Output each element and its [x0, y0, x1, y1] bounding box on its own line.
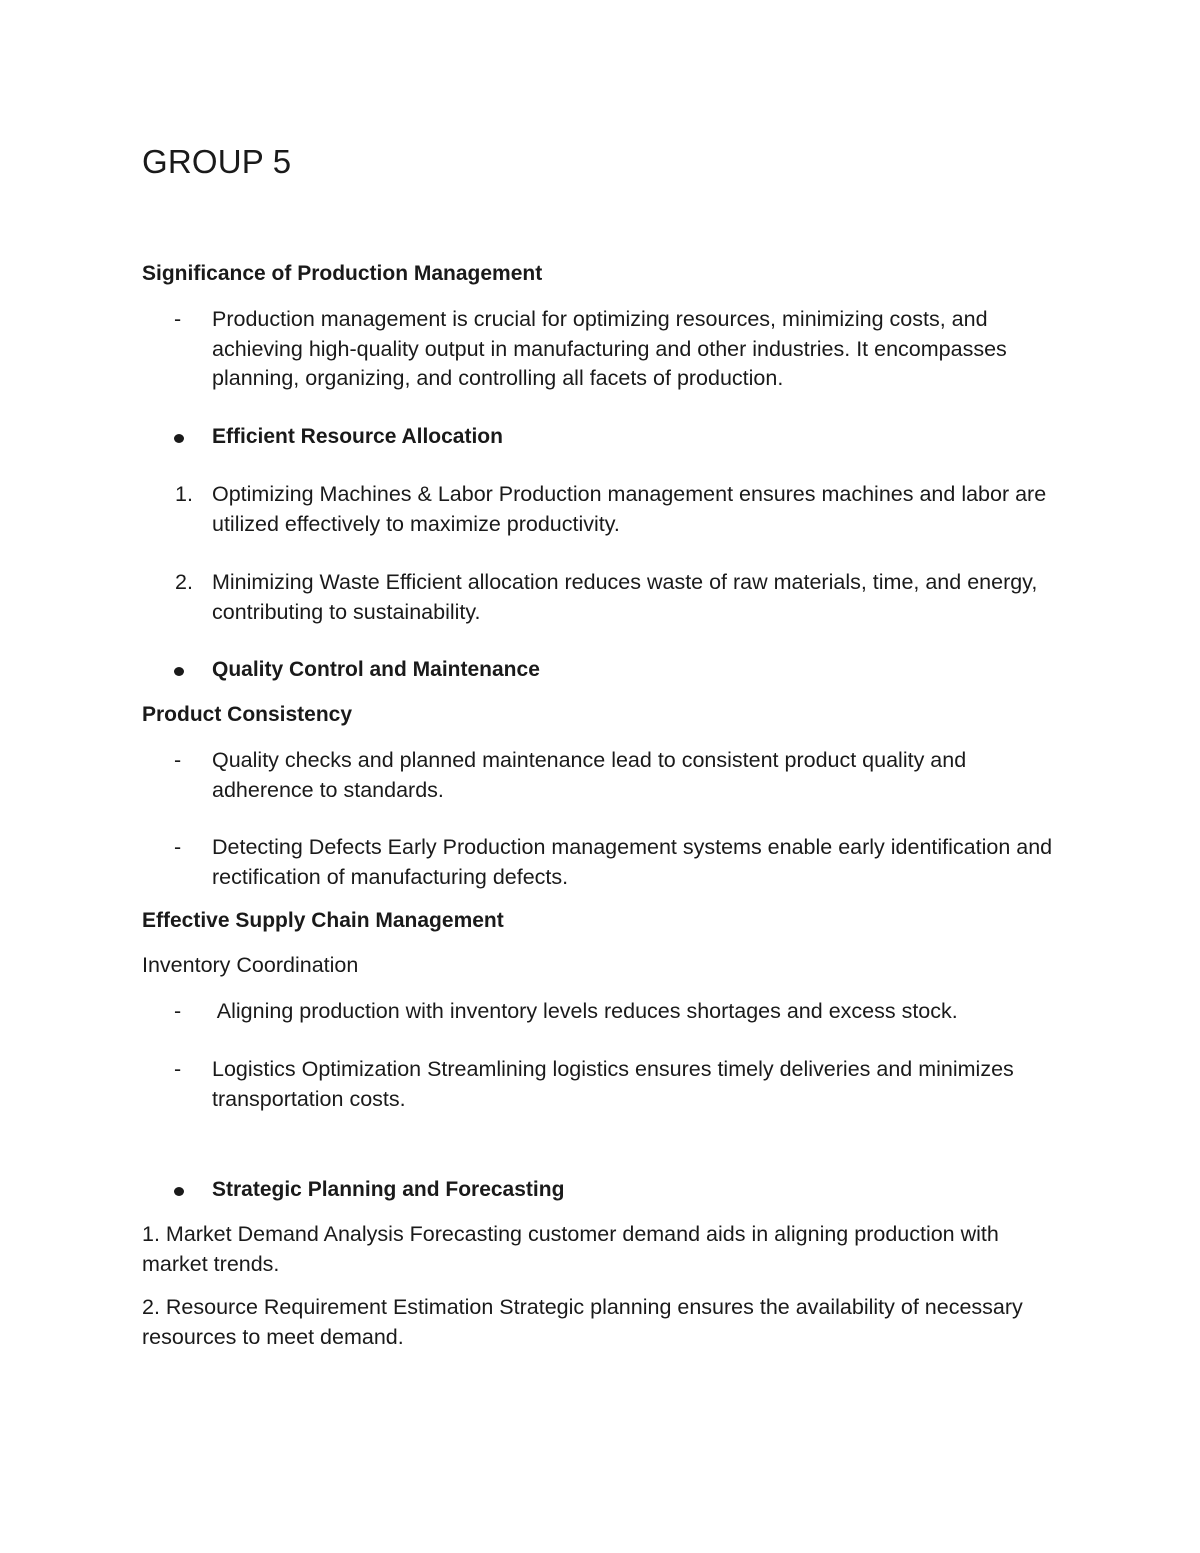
number-marker: 2.	[175, 570, 193, 594]
bullet-heading-quality	[142, 655, 1062, 685]
subheading-product-consistency: Product Consistency	[142, 703, 353, 726]
list-item	[142, 997, 1062, 1027]
bullet-heading-text: Strategic Planning and Forecasting	[212, 1178, 565, 1201]
list-item	[142, 1055, 1062, 1114]
bullet-icon	[174, 1187, 184, 1196]
numbered-item	[142, 480, 1062, 539]
document-title: GROUP 5	[142, 143, 292, 180]
bullet-icon	[174, 667, 184, 676]
list-item	[142, 305, 1062, 394]
dash-marker: -	[174, 999, 182, 1023]
bullet-icon	[174, 434, 184, 443]
bullet-heading-strategic	[142, 1175, 1062, 1205]
list-item	[142, 833, 1062, 892]
list-item-text: Production management is crucial for optimizing resources, minimizing costs, and achieving high-quality output in manufacturing and other industries. It encompasses planning, organizing, and controlling all facets of production.	[212, 307, 1007, 390]
list-item-text: Quality checks and planned maintenance lead to consistent product quality and adherence to standards.	[212, 748, 967, 802]
number-marker: 1.	[175, 482, 193, 506]
numbered-item-text: Minimizing Waste Efficient allocation reduces waste of raw materials, time, and energy, contributing to sustainability.	[212, 570, 1038, 624]
paragraph-market-demand: 1. Market Demand Analysis Forecasting customer demand aids in aligning production with market trends.	[142, 1222, 999, 1276]
section-heading-supply: Effective Supply Chain Management	[142, 909, 504, 932]
bullet-heading-text: Quality Control and Maintenance	[212, 658, 540, 681]
list-item-text: Detecting Defects Early Production management systems enable early identification and rectification of manufacturing defects.	[212, 835, 1053, 889]
bullet-heading-text: Efficient Resource Allocation	[212, 425, 503, 448]
numbered-item	[142, 568, 1062, 627]
dash-marker: -	[174, 835, 182, 859]
numbered-item-text: Optimizing Machines & Labor Production management ensures machines and labor are utilized effectively to maximize productivity.	[212, 482, 1047, 536]
list-item-text: Logistics Optimization Streamlining logistics ensures timely deliveries and minimizes transportation costs.	[212, 1057, 1014, 1111]
dash-marker: -	[174, 1057, 182, 1081]
section-heading-significance: Significance of Production Management	[142, 262, 543, 285]
dash-marker: -	[174, 748, 182, 772]
list-item-text: Aligning production with inventory levels reduces shortages and excess stock.	[212, 999, 958, 1023]
paragraph-resource-requirement: 2. Resource Requirement Estimation Strategic planning ensures the availability of necessary resources to meet demand.	[142, 1295, 1023, 1349]
dash-marker: -	[174, 307, 182, 331]
bullet-heading-efficient	[142, 422, 1062, 452]
list-item	[142, 746, 1062, 805]
subheading-inventory-coordination: Inventory Coordination	[142, 953, 359, 977]
